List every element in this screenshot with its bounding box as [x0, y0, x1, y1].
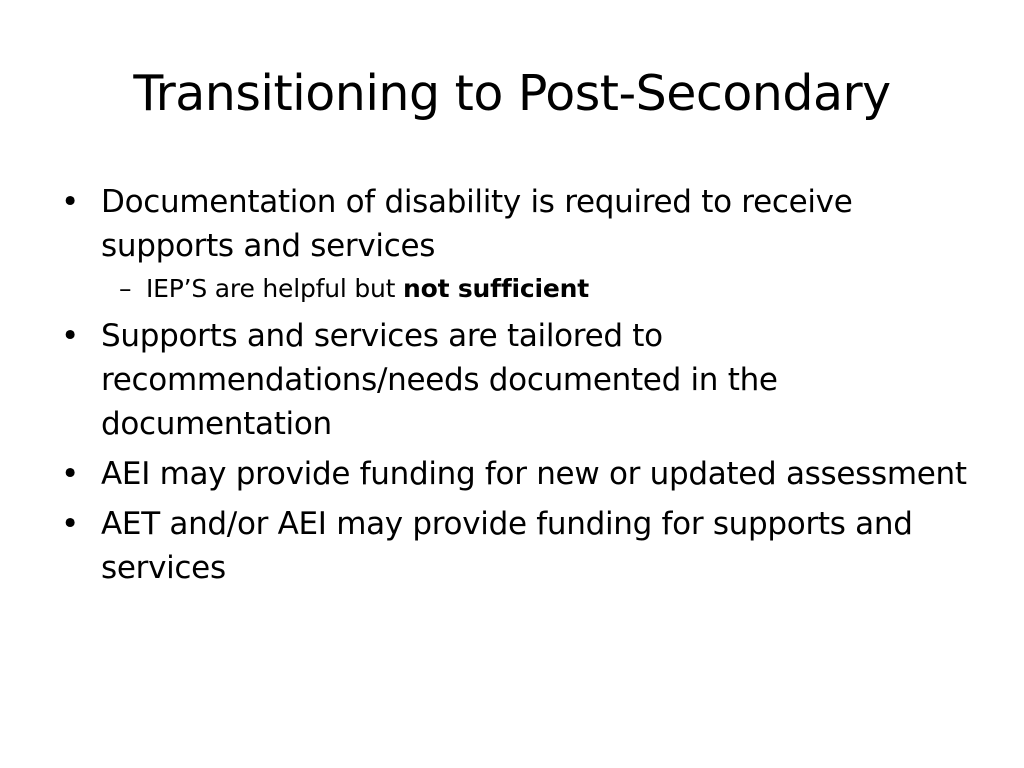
bullet-list [60, 180, 980, 596]
bullet-item-3 [60, 452, 980, 496]
sub-bullet-item-1 [101, 270, 980, 308]
slide-title: Transitioning to Post-Secondary [133, 65, 891, 122]
bullet-text: Supports and services are tailored to recommendations/needs documented in the documentation [101, 318, 778, 442]
bullet-icon: • [61, 318, 79, 354]
sub-bullet-list [101, 270, 980, 308]
bullet-item-4 [60, 502, 980, 590]
bullet-text: AET and/or AEI may provide funding for supports and services [101, 506, 913, 586]
bullet-icon: • [61, 456, 79, 492]
bullet-item-1 [60, 180, 980, 308]
bullet-item-2 [60, 314, 980, 446]
dash-icon: – [119, 274, 132, 303]
bullet-icon: • [61, 184, 79, 220]
bullet-text: Documentation of disability is required to receive supports and services [101, 184, 853, 264]
sub-bullet-emphasis: not sufficient [403, 274, 589, 303]
sub-bullet-text: IEP’S are helpful but [146, 274, 404, 303]
bullet-icon: • [61, 506, 79, 542]
bullet-text: AEI may provide funding for new or updated assessment [101, 456, 967, 492]
